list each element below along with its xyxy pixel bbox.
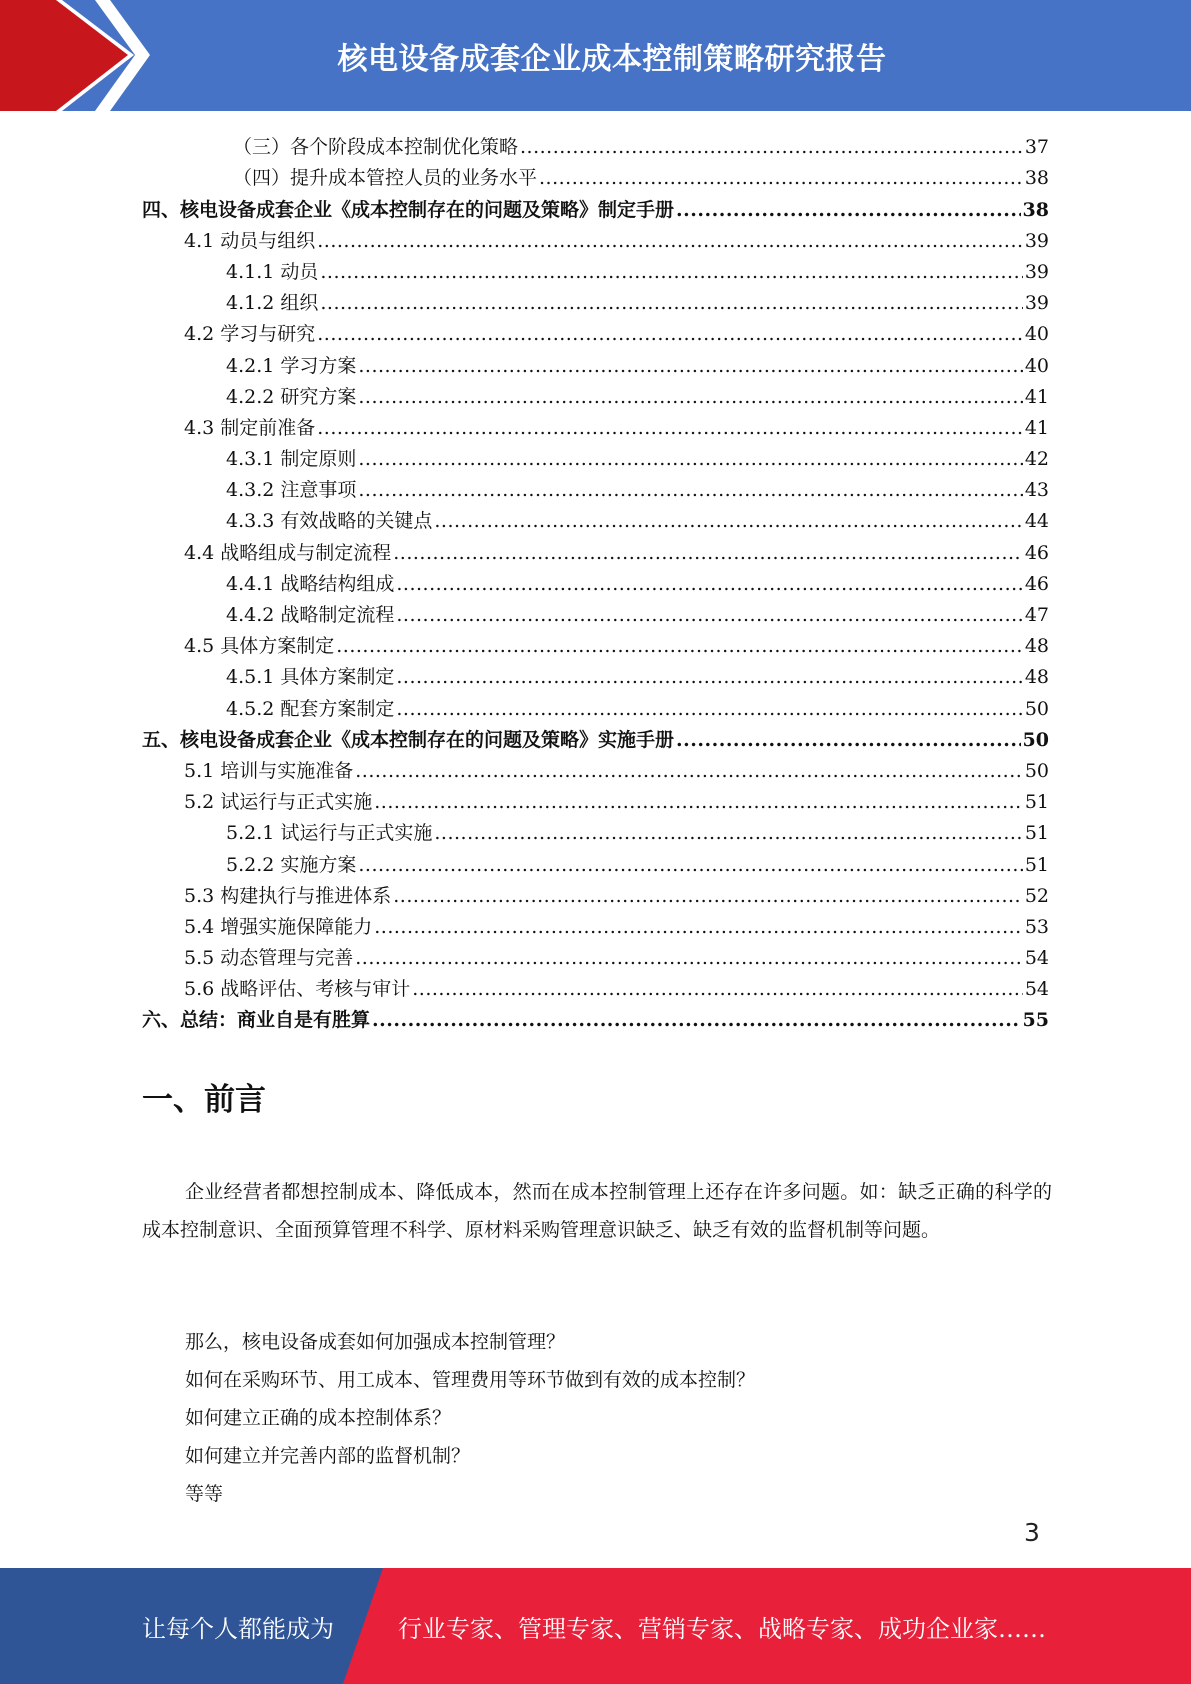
toc-entry[interactable] — [142, 502, 1049, 533]
toc-entry-page: 47 — [1024, 604, 1049, 626]
section-heading-preface: 一、前言 — [142, 1082, 266, 1118]
toc-entry[interactable] — [142, 378, 1049, 409]
toc-dot-leader — [372, 1008, 1021, 1032]
toc-entry-label: 4.3.2 注意事项 — [226, 479, 357, 502]
toc-dot-leader — [520, 135, 1023, 159]
toc-entry-label: 4.4.2 战略制定流程 — [226, 604, 395, 626]
toc-entry-page: 51 — [1024, 791, 1049, 814]
toc-entry-page: 54 — [1024, 947, 1049, 970]
toc-entry-page: 48 — [1024, 635, 1049, 658]
toc-entry-label: （三）各个阶段成本控制优化策略 — [233, 136, 519, 159]
toc-entry-label: 4.5.1 具体方案制定 — [226, 666, 395, 689]
toc-entry-page: 39 — [1024, 229, 1049, 252]
toc-dot-leader — [358, 478, 1022, 502]
toc-entry[interactable] — [142, 627, 1049, 658]
toc-entry[interactable] — [142, 908, 1049, 939]
toc-dot-leader — [355, 759, 1023, 783]
page-number: 3 — [1024, 1518, 1040, 1547]
toc-entry-page: 51 — [1024, 853, 1049, 876]
toc-entry-page: 41 — [1024, 416, 1049, 439]
toc-entry-label: 4.3 制定前准备 — [184, 416, 316, 439]
toc-dot-leader — [358, 447, 1022, 471]
toc-entry-label: 四、核电设备成套企业《成本控制存在的问题及策略》制定手册 — [142, 198, 675, 221]
toc-entry-label: 4.3.3 有效战略的关键点 — [226, 510, 433, 533]
toc-entry-label: 5.2.2 实施方案 — [226, 853, 357, 876]
toc-entry-page: 42 — [1024, 448, 1049, 471]
toc-dot-leader — [676, 728, 1021, 752]
toc-entry-label: 4.1.1 动员 — [226, 260, 319, 283]
toc-entry[interactable] — [142, 159, 1049, 190]
toc-entry[interactable] — [142, 565, 1049, 596]
toc-entry[interactable] — [142, 783, 1049, 814]
toc-entry[interactable] — [142, 409, 1049, 440]
preface-question: 等等 — [185, 1483, 224, 1505]
toc-entry[interactable] — [142, 471, 1049, 502]
document-title: 核电设备成套企业成本控制策略研究报告 — [337, 41, 887, 77]
toc-dot-leader — [676, 198, 1021, 222]
toc-entry-page: 52 — [1024, 884, 1049, 907]
toc-entry[interactable] — [142, 845, 1049, 876]
toc-entry[interactable] — [142, 970, 1049, 1001]
toc-entry[interactable] — [142, 814, 1049, 845]
toc-entry[interactable] — [142, 1001, 1049, 1032]
toc-entry-label: 5.4 增强实施保障能力 — [184, 915, 373, 938]
toc-dot-leader — [396, 697, 1022, 721]
toc-dot-leader — [358, 853, 1022, 877]
toc-dot-leader — [396, 572, 1022, 596]
toc-dot-leader — [539, 166, 1023, 190]
toc-entry-page: 37 — [1024, 136, 1049, 159]
toc-entry-label: 4.2 学习与研究 — [184, 323, 316, 346]
toc-entry-label: 4.1 动员与组织 — [184, 229, 316, 252]
toc-entry-page: 38 — [1022, 198, 1049, 221]
toc-entry[interactable] — [142, 315, 1049, 346]
toc-entry-label: （四）提升成本管控人员的业务水平 — [233, 167, 538, 190]
toc-entry-page: 50 — [1024, 759, 1049, 782]
toc-entry-page: 50 — [1024, 697, 1049, 720]
toc-entry-label: 5.5 动态管理与完善 — [184, 947, 354, 970]
toc-dot-leader — [317, 416, 1023, 440]
toc-entry-label: 4.3.1 制定原则 — [226, 448, 357, 471]
toc-dot-leader — [434, 509, 1022, 533]
toc-entry[interactable] — [142, 939, 1049, 970]
toc-entry[interactable] — [142, 284, 1049, 315]
toc-entry-page: 40 — [1024, 354, 1049, 377]
toc-entry-page: 55 — [1022, 1009, 1049, 1032]
toc-dot-leader — [320, 291, 1022, 315]
toc-entry-label: 4.5 具体方案制定 — [184, 635, 335, 658]
toc-entry-label: 4.1.2 组织 — [226, 292, 319, 315]
page-header — [0, 0, 1191, 111]
preface-question: 如何在采购环节、用工成本、管理费用等环节做到有效的成本控制？ — [185, 1369, 756, 1391]
toc-entry[interactable] — [142, 440, 1049, 471]
toc-dot-leader — [374, 790, 1023, 814]
toc-dot-leader — [412, 977, 1023, 1001]
toc-entry-page: 48 — [1024, 666, 1049, 689]
toc-entry-label: 4.2.1 学习方案 — [226, 354, 357, 377]
toc-entry[interactable] — [142, 721, 1049, 752]
toc-entry[interactable] — [142, 222, 1049, 253]
toc-dot-leader — [358, 385, 1022, 409]
toc-entry[interactable] — [142, 658, 1049, 689]
toc-dot-leader — [355, 946, 1023, 970]
preface-question: 如何建立正确的成本控制体系？ — [185, 1407, 452, 1429]
toc-entry-label: 5.6 战略评估、考核与审计 — [184, 978, 411, 1001]
toc-dot-leader — [317, 229, 1023, 253]
toc-entry[interactable] — [142, 752, 1049, 783]
toc-entry[interactable] — [142, 877, 1049, 908]
toc-entry-label: 五、核电设备成套企业《成本控制存在的问题及策略》实施手册 — [142, 728, 675, 751]
toc-entry[interactable] — [142, 346, 1049, 377]
toc-entry[interactable] — [142, 596, 1049, 627]
toc-entry-page: 43 — [1024, 479, 1049, 502]
toc-entry-page: 41 — [1024, 385, 1049, 408]
toc-dot-leader — [317, 322, 1023, 346]
toc-dot-leader — [434, 821, 1022, 845]
toc-entry-page: 44 — [1024, 510, 1049, 533]
toc-dot-leader — [374, 915, 1023, 939]
toc-entry[interactable] — [142, 689, 1049, 720]
footer-slogan-right: 行业专家、管理专家、营销专家、战略专家、成功企业家…… — [398, 1614, 1046, 1643]
footer-slogan-left: 让每个人都能成为 — [142, 1614, 334, 1643]
toc-dot-leader — [396, 603, 1022, 627]
toc-entry-page: 51 — [1024, 822, 1049, 845]
toc-dot-leader — [393, 884, 1023, 908]
toc-entry-label: 六、总结：商业自是有胜算 — [142, 1009, 371, 1032]
page-footer — [0, 1568, 1191, 1684]
toc-entry-label: 4.4.1 战略结构组成 — [226, 572, 395, 595]
toc-entry-label: 4.2.2 研究方案 — [226, 385, 357, 408]
preface-paragraph: 企业经营者都想控制成本、降低成本，然而在成本控制管理上还存在许多问题。如：缺乏正确的科学的成本控制意识、全面预算管理不科学、原材料采购管理意识缺乏、缺乏有效的监督机制等问题。 — [142, 1181, 1052, 1241]
toc-dot-leader — [320, 260, 1022, 284]
toc-entry-label: 5.3 构建执行与推进体系 — [184, 884, 392, 907]
toc-entry-page: 46 — [1024, 572, 1049, 595]
toc-entry[interactable] — [142, 190, 1049, 221]
toc-entry-page: 38 — [1024, 167, 1049, 190]
toc-dot-leader — [393, 541, 1023, 565]
toc-entry-page: 39 — [1024, 292, 1049, 315]
toc-entry-page: 40 — [1024, 323, 1049, 346]
toc-dot-leader — [358, 354, 1022, 378]
toc-entry-page: 54 — [1024, 978, 1049, 1001]
preface-question-list — [185, 1323, 755, 1513]
toc-entry-label: 4.5.2 配套方案制定 — [226, 697, 395, 720]
table-of-contents — [142, 128, 1049, 1032]
toc-entry-label: 5.1 培训与实施准备 — [184, 759, 354, 782]
toc-entry-label: 5.2 试运行与正式实施 — [184, 791, 373, 814]
toc-dot-leader — [336, 634, 1023, 658]
toc-entry-page: 39 — [1024, 260, 1049, 283]
toc-dot-leader — [396, 665, 1022, 689]
toc-entry-page: 50 — [1022, 728, 1049, 751]
preface-question: 如何建立并完善内部的监督机制？ — [185, 1445, 471, 1467]
toc-entry-label: 4.4 战略组成与制定流程 — [184, 541, 392, 564]
toc-entry-page: 46 — [1024, 541, 1049, 564]
toc-entry[interactable] — [142, 533, 1049, 564]
toc-entry[interactable] — [142, 128, 1049, 159]
preface-question: 那么，核电设备成套如何加强成本控制管理？ — [185, 1331, 566, 1353]
toc-entry-label: 5.2.1 试运行与正式实施 — [226, 822, 433, 845]
toc-entry-page: 53 — [1024, 915, 1049, 938]
toc-entry[interactable] — [142, 253, 1049, 284]
